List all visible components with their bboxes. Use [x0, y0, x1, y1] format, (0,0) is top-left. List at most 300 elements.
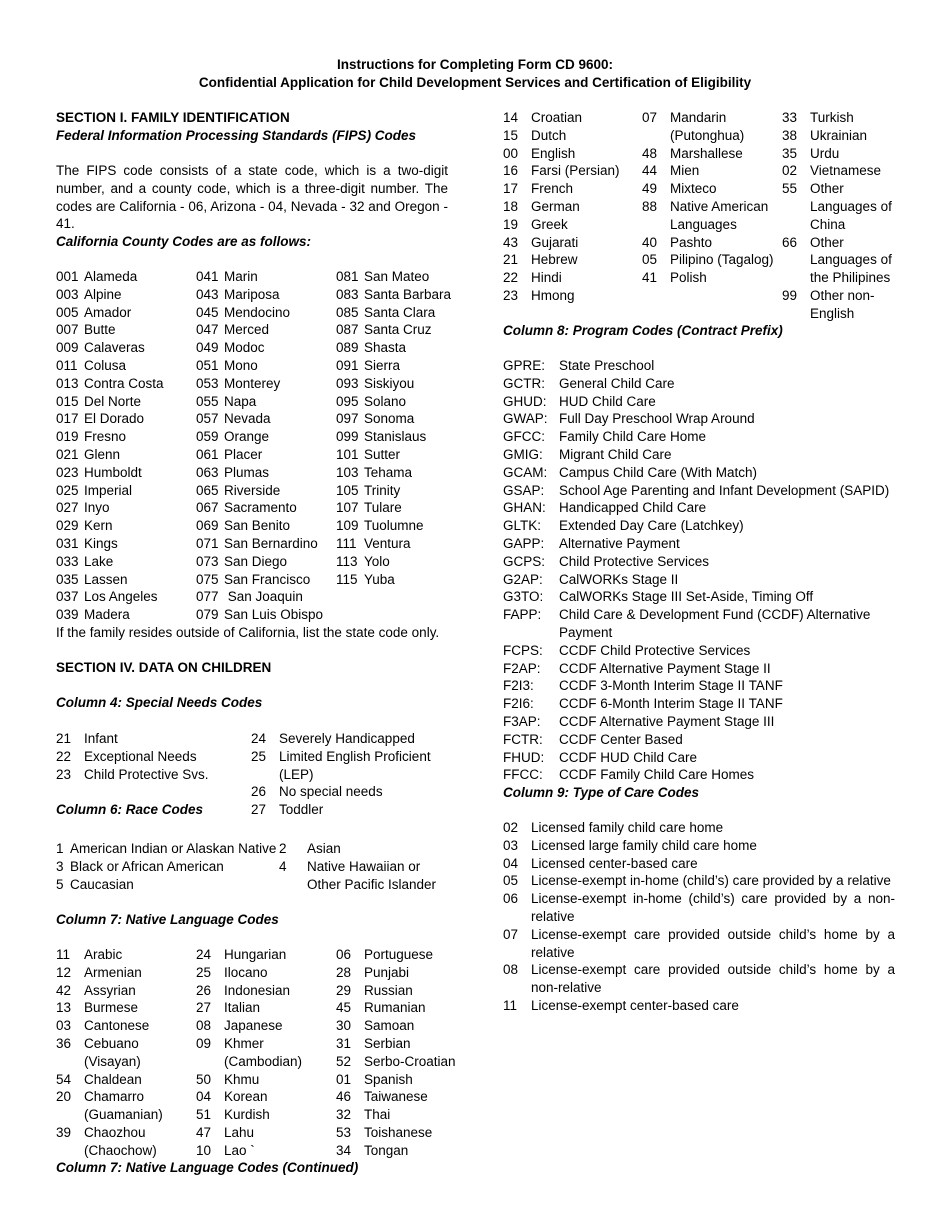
code-entry: [336, 999, 456, 1017]
code-label: Solano: [364, 393, 407, 409]
code-entry: [336, 517, 456, 535]
code-entry: [251, 748, 451, 784]
code-value: FCPS:: [503, 642, 543, 658]
code-entry: [56, 1088, 196, 1124]
language-column-2: [196, 946, 336, 1160]
code-value: 26: [251, 784, 267, 800]
code-entry: [503, 766, 903, 784]
code-entry: [336, 410, 456, 428]
code-value: F3AP:: [503, 713, 541, 729]
code-label: CCDF Center Based: [559, 731, 683, 747]
code-label: CCDF Family Child Care Homes: [559, 767, 755, 783]
code-value: 55: [782, 181, 798, 197]
code-value: 52: [336, 1053, 352, 1069]
code-label: License-exempt care provided outside child’s home by a relative: [531, 926, 895, 960]
code-value: 24: [251, 731, 267, 746]
code-entry: [196, 517, 336, 535]
code-label: Urdu: [810, 145, 840, 161]
code-label: Sutter: [364, 446, 401, 462]
code-value: 2: [279, 841, 287, 856]
code-label: Rumanian: [364, 1000, 426, 1016]
code-value: 38: [782, 127, 798, 143]
code-value: 04: [196, 1089, 212, 1105]
code-label: Portuguese: [364, 947, 434, 962]
code-value: 107: [336, 500, 359, 516]
code-label: Armenian: [84, 964, 142, 980]
code-label: Farsi (Persian): [531, 163, 620, 179]
code-label: CCDF 6-Month Interim Stage II TANF: [559, 696, 783, 712]
code-entry: [503, 837, 895, 855]
code-value: 045: [196, 304, 219, 320]
code-value: 111: [336, 535, 357, 551]
code-label: Inyo: [84, 500, 110, 516]
code-value: 005: [56, 304, 79, 320]
code-label: Mendocino: [224, 304, 291, 320]
code-label: State Preschool: [559, 358, 655, 373]
code-label: Toishanese: [364, 1124, 433, 1140]
code-value: 08: [196, 1018, 212, 1034]
code-label: Fresno: [84, 429, 127, 445]
code-label: English: [531, 145, 576, 161]
code-label: School Age Parenting and Infant Development (SAPID): [559, 482, 890, 498]
code-entry: [503, 819, 895, 837]
special-needs-column-2: [251, 730, 451, 819]
code-label: Kurdish: [224, 1107, 270, 1123]
code-value: 055: [196, 393, 219, 409]
code-label: Ukrainian: [810, 127, 868, 143]
code-value: 097: [336, 411, 359, 427]
code-label: San Joaquin: [224, 589, 303, 605]
code-value: 059: [196, 429, 219, 445]
code-label: Monterey: [224, 375, 281, 391]
code-label: CCDF Alternative Payment Stage III: [559, 713, 775, 729]
section-1-heading: SECTION I. FAMILY IDENTIFICATION: [56, 110, 290, 125]
code-label: Taiwanese: [364, 1089, 428, 1105]
code-label: CCDF 3-Month Interim Stage II TANF: [559, 678, 783, 694]
code-entry: [196, 339, 336, 357]
code-label: Santa Barbara: [364, 286, 452, 302]
code-value: 88: [642, 198, 658, 214]
code-label: License-exempt center-based care: [531, 997, 739, 1013]
code-value: 079: [196, 607, 219, 623]
code-value: 36: [56, 1035, 72, 1051]
code-label: Tongan: [364, 1142, 409, 1158]
code-value: 003: [56, 286, 79, 302]
code-label: Severely Handicapped: [279, 731, 415, 746]
code-value: 27: [196, 1000, 212, 1016]
code-label: Assyrian: [84, 982, 136, 998]
code-entry: [503, 961, 895, 997]
code-entry: [56, 999, 196, 1017]
code-value: 25: [196, 964, 212, 980]
county-codes-heading: California County Codes are as follows:: [56, 234, 312, 249]
code-label: Khmu: [224, 1071, 260, 1087]
code-entry: [782, 234, 897, 287]
code-value: 047: [196, 322, 219, 338]
code-entry: [56, 410, 196, 428]
code-value: 25: [251, 748, 267, 764]
code-label: CalWORKs Stage II: [559, 571, 679, 587]
code-entry: [196, 1071, 336, 1089]
code-value: 51: [196, 1107, 212, 1123]
code-value: 039: [56, 607, 79, 623]
code-value: 40: [642, 234, 658, 250]
type-of-care-list: [503, 819, 895, 1015]
code-value: 065: [196, 482, 219, 498]
code-label: Licensed center-based care: [531, 855, 698, 871]
code-entry: [56, 858, 279, 876]
code-entry: [56, 268, 196, 286]
code-label: Vietnamese: [810, 163, 882, 179]
code-label: Turkish: [810, 110, 854, 125]
code-entry: [503, 446, 903, 464]
code-value: 39: [56, 1124, 72, 1140]
code-label: Indonesian: [224, 982, 291, 998]
code-entry: [336, 268, 456, 286]
race-column-2: [279, 840, 451, 893]
code-entry: [196, 499, 336, 517]
code-label: Mien: [670, 163, 700, 179]
code-label: Glenn: [84, 446, 121, 462]
code-entry: [503, 464, 903, 482]
code-value: GHUD:: [503, 393, 547, 409]
code-entry: [56, 499, 196, 517]
code-label: Spanish: [364, 1071, 413, 1087]
code-entry: [196, 571, 336, 589]
code-entry: [782, 162, 897, 180]
code-entry: [503, 749, 903, 767]
code-entry: [336, 375, 456, 393]
race-codes-heading: Column 6: Race Codes: [56, 802, 204, 817]
code-value: 077: [196, 589, 219, 605]
code-value: 44: [642, 163, 658, 179]
code-value: 19: [503, 216, 519, 232]
code-entry: [336, 482, 456, 500]
code-value: 029: [56, 518, 79, 534]
code-label: Black or African American: [70, 858, 224, 874]
code-label: Tuolumne: [364, 518, 424, 534]
code-label: Yolo: [364, 553, 390, 569]
code-entry: [642, 109, 782, 145]
code-label: Japanese: [224, 1018, 283, 1034]
code-value: 42: [56, 982, 72, 998]
code-entry: [336, 1035, 456, 1053]
code-value: 109: [336, 518, 359, 534]
code-label: Shasta: [364, 340, 407, 356]
code-value: 31: [336, 1035, 352, 1051]
code-entry: [782, 145, 897, 163]
code-entry: [56, 1071, 196, 1089]
code-label: Alternative Payment: [559, 535, 680, 551]
code-label: Exceptional Needs: [84, 748, 197, 764]
code-label: Thai: [364, 1107, 391, 1123]
code-value: 05: [503, 873, 519, 889]
code-value: 24: [196, 947, 212, 962]
code-label: Pilipino (Tagalog): [670, 252, 774, 268]
code-value: 057: [196, 411, 219, 427]
code-entry: [56, 730, 251, 748]
code-entry: [196, 286, 336, 304]
county-column-2: [196, 268, 336, 624]
code-entry: [56, 946, 196, 964]
code-value: 34: [336, 1142, 352, 1158]
code-label: Korean: [224, 1089, 268, 1105]
code-entry: [503, 269, 642, 287]
code-label: Riverside: [224, 482, 281, 498]
code-label: Polish: [670, 270, 707, 286]
code-entry: [336, 393, 456, 411]
code-label: Lassen: [84, 571, 128, 587]
code-label: Imperial: [84, 482, 133, 498]
code-entry: [56, 982, 196, 1000]
code-value: 075: [196, 571, 219, 587]
code-entry: [503, 251, 642, 269]
code-value: 16: [503, 163, 519, 179]
code-entry: [196, 1017, 336, 1035]
code-value: GPRE:: [503, 358, 546, 373]
code-label: CCDF HUD Child Care: [559, 749, 698, 765]
code-value: 007: [56, 322, 79, 338]
code-label: CalWORKs Stage III Set-Aside, Timing Off: [559, 589, 814, 605]
code-value: 099: [336, 429, 359, 445]
code-entry: [56, 840, 279, 858]
code-entry: [56, 876, 279, 894]
code-entry: [196, 999, 336, 1017]
code-label: Child Care & Development Fund (CCDF) Alternative Payment: [559, 607, 871, 640]
code-label: Chaldean: [84, 1071, 142, 1087]
code-label: Calaveras: [84, 340, 145, 356]
code-value: 06: [503, 891, 519, 907]
code-value: 063: [196, 464, 219, 480]
code-entry: [56, 464, 196, 482]
code-value: 037: [56, 589, 79, 605]
code-value: 103: [336, 464, 359, 480]
program-codes-heading: Column 8: Program Codes (Contract Prefix): [503, 323, 783, 338]
code-entry: [782, 127, 897, 145]
code-entry: [336, 1017, 456, 1035]
code-label: Los Angeles: [84, 589, 158, 605]
code-value: 023: [56, 464, 79, 480]
code-label: Russian: [364, 982, 413, 998]
code-label: Licensed large family child care home: [531, 837, 757, 853]
code-value: 49: [642, 181, 658, 197]
code-value: 093: [336, 375, 359, 391]
code-label: Madera: [84, 607, 130, 623]
code-entry: [279, 840, 451, 858]
code-entry: [196, 1106, 336, 1124]
code-entry: [251, 801, 451, 819]
code-value: FCTR:: [503, 731, 543, 747]
code-value: 083: [336, 286, 359, 302]
code-label: Placer: [224, 446, 263, 462]
code-entry: [56, 304, 196, 322]
code-label: Plumas: [224, 464, 270, 480]
code-label: Yuba: [364, 571, 395, 587]
code-value: 23: [503, 287, 519, 303]
code-value: 33: [782, 110, 798, 125]
code-label: Marin: [224, 269, 258, 284]
code-value: 02: [503, 820, 519, 835]
code-entry: [336, 571, 456, 589]
code-entry: [503, 890, 895, 926]
type-of-care-heading: Column 9: Type of Care Codes: [503, 785, 700, 800]
code-entry: [642, 234, 782, 252]
code-label: Serbo-Croatian: [364, 1053, 456, 1069]
code-value: 3: [56, 858, 64, 874]
code-label: Mono: [224, 357, 258, 373]
code-entry: [56, 1124, 196, 1160]
code-entry: [336, 964, 456, 982]
code-label: Other Languages of China: [810, 181, 892, 232]
section-4-heading: SECTION IV. DATA ON CHILDREN: [56, 660, 272, 675]
code-value: GFCC:: [503, 429, 545, 445]
code-label: Chaozhou (Chaochow): [84, 1124, 157, 1158]
code-label: Alpine: [84, 286, 122, 302]
code-value: 27: [251, 802, 267, 818]
code-label: Greek: [531, 216, 568, 232]
code-value: GCAM:: [503, 464, 548, 480]
code-value: 061: [196, 446, 219, 462]
code-label: Caucasian: [70, 876, 134, 892]
code-label: German: [531, 198, 580, 214]
code-entry: [503, 393, 903, 411]
code-value: 1: [56, 841, 64, 856]
code-label: San Luis Obispo: [224, 607, 324, 623]
code-entry: [196, 982, 336, 1000]
code-entry: [336, 1124, 456, 1142]
code-entry: [503, 855, 895, 873]
code-label: Extended Day Care (Latchkey): [559, 518, 744, 534]
code-entry: [196, 535, 336, 553]
code-label: Native American Languages: [670, 198, 769, 232]
code-label: General Child Care: [559, 375, 675, 391]
code-label: Mixteco: [670, 181, 717, 197]
code-entry: [56, 1035, 196, 1071]
code-entry: [336, 321, 456, 339]
code-label: Infant: [84, 731, 118, 746]
code-label: Merced: [224, 322, 270, 338]
code-entry: [642, 180, 782, 198]
code-value: 101: [336, 446, 359, 462]
code-label: Italian: [224, 1000, 261, 1016]
code-entry: [56, 964, 196, 982]
code-value: 08: [503, 962, 519, 978]
code-entry: [503, 517, 903, 535]
code-entry: [56, 1017, 196, 1035]
code-label: Serbian: [364, 1035, 411, 1051]
code-entry: [503, 216, 642, 234]
code-label: Pashto: [670, 234, 713, 250]
county-codes-table: [56, 268, 456, 624]
code-entry: [503, 660, 903, 678]
code-entry: [196, 553, 336, 571]
code-value: 025: [56, 482, 79, 498]
code-label: Colusa: [84, 357, 127, 373]
code-value: 41: [642, 270, 658, 286]
code-entry: [336, 946, 456, 964]
code-label: License-exempt in-home (child’s) care provided by a non-relative: [531, 891, 895, 924]
language-column-1: [56, 946, 196, 1160]
code-label: Sonoma: [364, 411, 415, 427]
code-label: Sierra: [364, 357, 401, 373]
code-entry: [196, 1035, 336, 1071]
code-entry: [251, 730, 451, 748]
code-label: Hindi: [531, 270, 562, 286]
code-entry: [56, 606, 196, 624]
code-entry: [196, 357, 336, 375]
code-value: 031: [56, 535, 79, 551]
code-value: 017: [56, 411, 79, 427]
code-value: 28: [336, 964, 352, 980]
code-entry: [196, 446, 336, 464]
code-value: 011: [56, 357, 78, 373]
program-codes-list: [503, 357, 903, 784]
code-label: San Benito: [224, 518, 291, 534]
native-language-table: [56, 946, 456, 1160]
county-column-1: [56, 268, 196, 624]
code-entry: [782, 109, 897, 127]
code-entry: [56, 446, 196, 464]
code-label: No special needs: [279, 784, 383, 800]
code-label: San Mateo: [364, 269, 430, 284]
code-value: 027: [56, 500, 79, 516]
code-value: FAPP:: [503, 607, 542, 623]
code-entry: [503, 287, 642, 305]
code-value: 07: [642, 110, 658, 125]
code-value: 46: [336, 1089, 352, 1105]
code-entry: [336, 1053, 456, 1071]
code-value: 073: [196, 553, 219, 569]
code-entry: [782, 180, 897, 233]
code-value: 113: [336, 553, 358, 569]
code-label: Contra Costa: [84, 375, 164, 391]
code-entry: [503, 234, 642, 252]
code-value: 53: [336, 1124, 352, 1140]
code-entry: [503, 198, 642, 216]
code-entry: [336, 428, 456, 446]
code-entry: [56, 571, 196, 589]
code-value: 12: [56, 964, 72, 980]
code-value: 54: [56, 1071, 72, 1087]
code-label: Cantonese: [84, 1018, 150, 1034]
code-entry: [642, 162, 782, 180]
code-value: 049: [196, 340, 219, 356]
code-value: 22: [503, 270, 519, 286]
code-value: 071: [196, 535, 219, 551]
code-value: 091: [336, 357, 359, 373]
code-value: G3TO:: [503, 589, 544, 605]
code-entry: [56, 357, 196, 375]
code-entry: [642, 145, 782, 163]
code-entry: [336, 553, 456, 571]
code-label: Cebuano (Visayan): [84, 1035, 141, 1069]
code-entry: [503, 642, 903, 660]
code-value: 067: [196, 500, 219, 516]
code-value: 30: [336, 1018, 352, 1034]
code-value: 069: [196, 518, 219, 534]
code-entry: [642, 269, 782, 287]
code-value: 22: [56, 748, 72, 764]
code-entry: [503, 926, 895, 962]
code-label: Lao `: [224, 1142, 255, 1158]
code-entry: [503, 731, 903, 749]
code-value: 5: [56, 876, 64, 892]
native-language-continued-heading: Column 7: Native Language Codes (Continued): [56, 1160, 359, 1175]
code-value: 087: [336, 322, 359, 338]
code-value: 081: [336, 269, 359, 284]
code-entry: [196, 321, 336, 339]
code-entry: [56, 428, 196, 446]
